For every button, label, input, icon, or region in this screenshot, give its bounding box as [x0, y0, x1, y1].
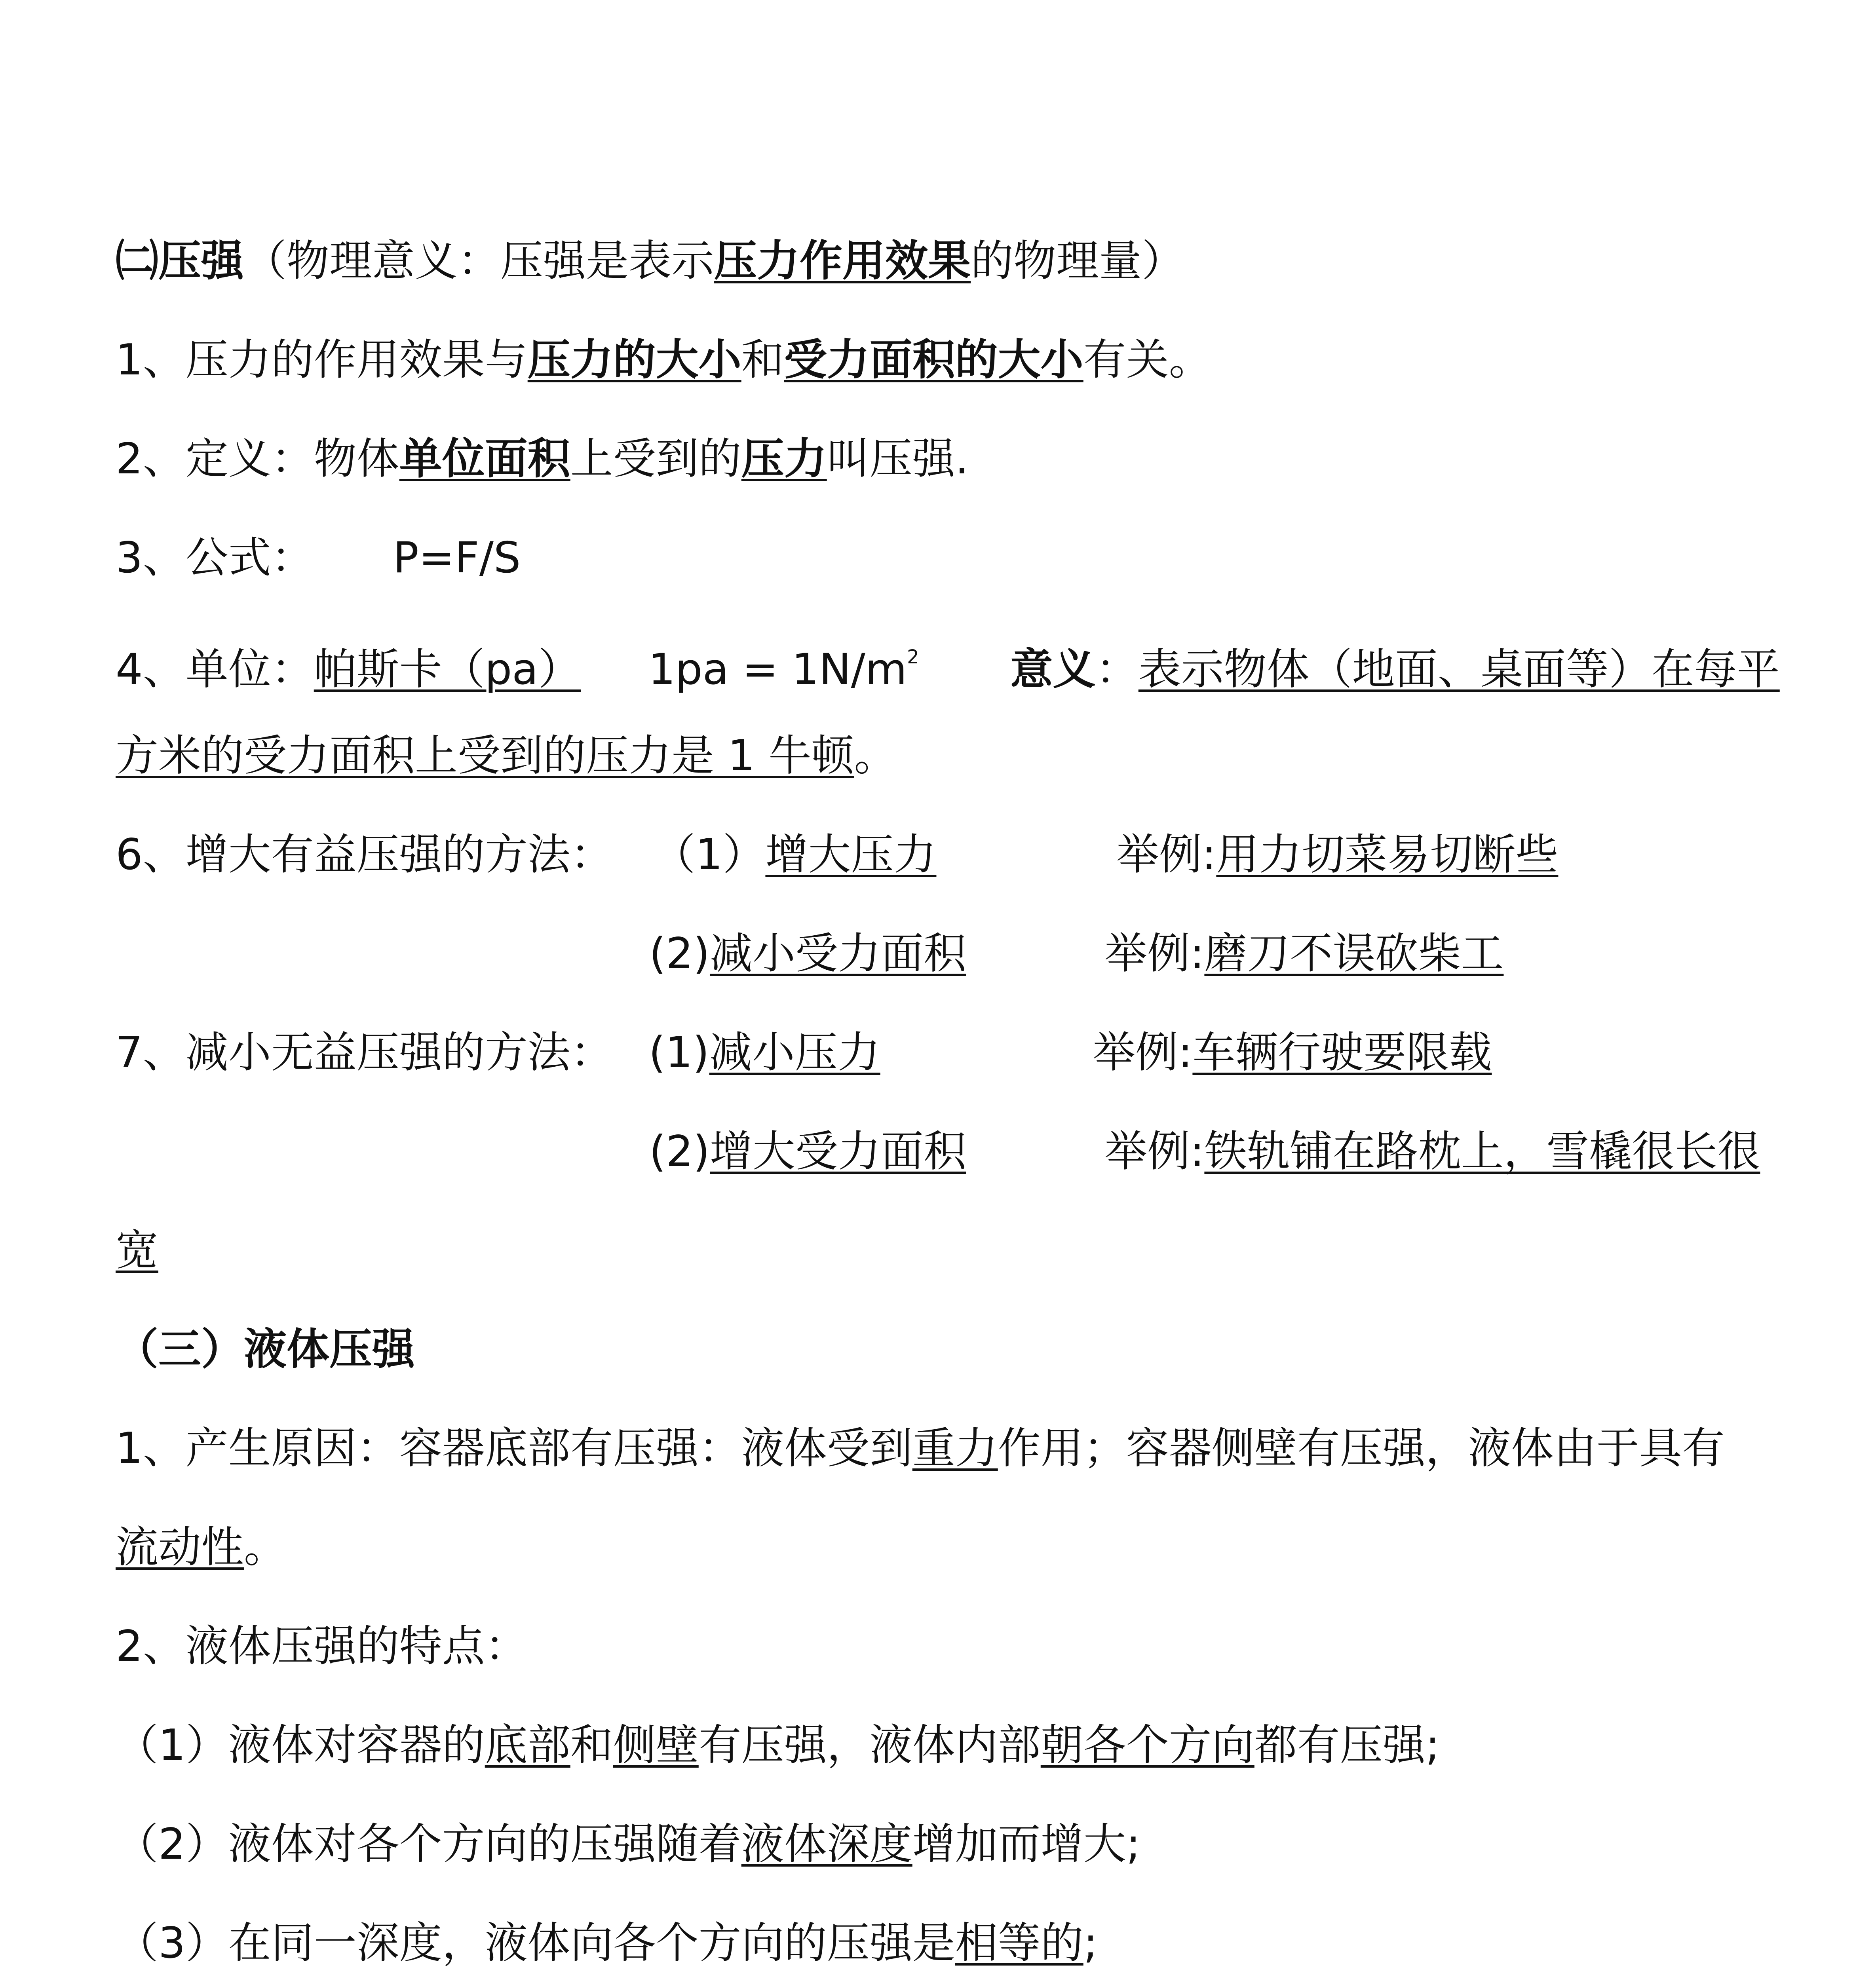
item-3-formula [116, 530, 521, 586]
characteristic-3 [116, 1916, 1098, 1971]
superscript: 2 [907, 646, 919, 668]
key-term: 受力面积的大小 [784, 335, 1083, 385]
text: (2) [649, 1127, 710, 1176]
liquid-item-1-cause [116, 1421, 1725, 1476]
item-7-decrease-pressure [116, 1025, 880, 1081]
item-1-effect [116, 332, 1212, 388]
text: （3）在同一深度，液体向各个方向的压强是 [116, 1918, 955, 1968]
text: 都有压强; [1254, 1721, 1440, 1770]
method: 增大压力 [765, 830, 937, 879]
text: 4、单位： [116, 645, 314, 694]
text: 2、液体压强的特点： [116, 1622, 528, 1671]
key-term: 侧壁 [613, 1721, 699, 1770]
item-6-increase-pressure [116, 827, 936, 883]
section-note-open: （物理意义：压强是表示 [244, 236, 715, 286]
method: 增大受力面积 [709, 1127, 966, 1176]
text: 作用；容器侧壁有压强，液体由于具有 [998, 1424, 1725, 1473]
text: 和 [570, 1721, 613, 1770]
key-term: 液体深度 [741, 1819, 912, 1869]
section-heading-liquid-pressure [116, 1322, 415, 1377]
item-6-example-1 [1116, 827, 1558, 883]
text: 。 [854, 731, 897, 781]
text: （1） [652, 830, 766, 879]
text: 3、公式： [116, 533, 314, 583]
section-note-key: 压力作用效果 [714, 236, 971, 286]
text: 。 [244, 1523, 287, 1572]
key-term: 单位面积 [399, 434, 570, 484]
meaning-text: 方米的受力面积上受到的压力是 1 牛顿 [116, 731, 854, 781]
meaning-label: 意义 [1010, 645, 1096, 694]
item-2-definition [116, 431, 969, 487]
section-title: （三）液体压强 [116, 1325, 415, 1374]
text: 叫压强. [827, 434, 969, 484]
item-4-unit-cont [116, 728, 897, 784]
key-term: 朝各个方向 [1040, 1721, 1254, 1770]
text: ; [1083, 1918, 1098, 1968]
text: 2、定义：物体 [116, 434, 399, 484]
example-label: 举例: [1093, 1028, 1193, 1077]
text: 和 [741, 335, 784, 385]
key-term: 压力 [741, 434, 827, 484]
text: 有压强，液体内部 [698, 1721, 1041, 1770]
section-heading-pressure [116, 234, 1184, 289]
section-number: ㈡ [116, 236, 159, 286]
liquid-item-2-title [116, 1619, 528, 1674]
method: 减小受力面积 [709, 929, 966, 978]
section-note-close: 的物理量） [971, 236, 1185, 286]
item-6-method-2 [649, 926, 966, 982]
meaning-text: 表示物体（地面、桌面等）在每平 [1138, 645, 1780, 694]
characteristic-2 [116, 1817, 1140, 1872]
item-7-example-1 [1093, 1025, 1492, 1081]
text: ： [1095, 645, 1139, 694]
example: 车辆行驶要限载 [1192, 1028, 1492, 1077]
text: 1、压力的作用效果与 [116, 335, 528, 385]
item-6-example-2 [1104, 926, 1503, 982]
unit-name: 帕斯卡（pa） [314, 645, 581, 694]
example-label: 举例: [1116, 830, 1216, 879]
example: 磨刀不误砍柴工 [1204, 929, 1504, 978]
example-label: 举例: [1104, 1127, 1205, 1176]
key-term: 相等的 [955, 1918, 1083, 1968]
key-term: 重力 [912, 1424, 998, 1473]
text: 1、产生原因：容器底部有压强：液体受到 [116, 1424, 912, 1473]
characteristic-1 [116, 1718, 1440, 1773]
example: 宽 [116, 1226, 159, 1275]
text: 7、减小无益压强的方法： [116, 1028, 613, 1077]
text: 上受到的 [570, 434, 741, 484]
example: 用力切菜易切断些 [1216, 830, 1559, 879]
item-7-example-2 [1104, 1124, 1760, 1179]
key-term: 压力的大小 [527, 335, 741, 385]
text: (1) [648, 1028, 709, 1077]
item-7-example-2-cont [116, 1223, 158, 1278]
item-7-method-2 [649, 1124, 966, 1179]
item-4-unit [116, 629, 1780, 697]
text: 增加而增大; [912, 1819, 1141, 1869]
text: 有关。 [1083, 335, 1212, 385]
example: 铁轨铺在路枕上，雪橇很长很 [1204, 1127, 1760, 1176]
text: 6、增大有益压强的方法： [116, 830, 613, 879]
key-term: 流动性 [116, 1523, 244, 1572]
text: (2) [649, 929, 710, 978]
unit-conversion: 1pa = 1N/m [648, 645, 907, 694]
liquid-item-1-cont [116, 1520, 287, 1575]
text: （1）液体对容器的 [116, 1721, 485, 1770]
method: 减小压力 [709, 1028, 880, 1077]
example-label: 举例: [1104, 929, 1205, 978]
formula: P=F/S [393, 533, 521, 583]
text: （2）液体对各个方向的压强随着 [116, 1819, 741, 1869]
key-term: 底部 [485, 1721, 570, 1770]
section-title: 压强 [158, 236, 244, 286]
